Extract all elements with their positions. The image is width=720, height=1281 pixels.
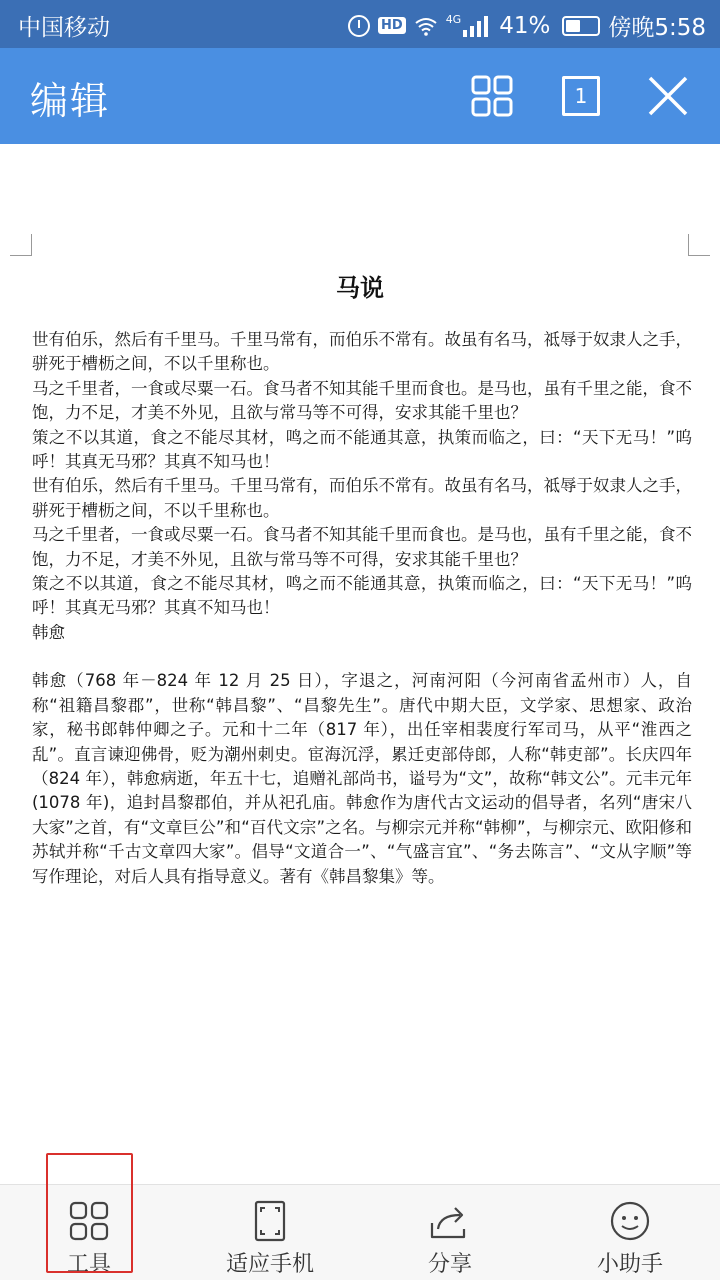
tab-share[interactable] — [410, 1185, 490, 1281]
page-number-icon — [562, 76, 600, 116]
paragraph: 世有伯乐，然后有千里马。千里马常有，而伯乐不常有。故虽有名马，祗辱于奴隶人之手，骈死于槽枥之间，不以千里称也。 — [32, 330, 692, 374]
tab-assistant[interactable] — [584, 1185, 676, 1281]
margin-corner-left — [10, 234, 32, 256]
author: 韩愈 — [32, 622, 65, 642]
share-icon — [428, 1199, 472, 1243]
battery-percent: 41% — [499, 12, 551, 39]
grid-view-button[interactable] — [466, 70, 518, 122]
wifi-icon — [414, 16, 438, 36]
tab-label: 工具 — [66, 1252, 111, 1277]
alarm-icon — [348, 15, 370, 37]
paragraph: 世有伯乐，然后有千里马。千里马常有，而伯乐不常有。故虽有名马，祗辱于奴隶人之手，骈死于槽枥之间，不以千里称也。 — [32, 476, 692, 520]
document-view[interactable] — [0, 144, 720, 1184]
paragraph: 马之千里者，一食或尽粟一石。食马者不知其能千里而食也。是马也，虽有千里之能，食不饱，力不足，才美不外见，且欲与常马等不可得，安求其能千里也？ — [32, 525, 692, 569]
assistant-icon — [608, 1199, 652, 1243]
tab-fit-screen[interactable] — [214, 1185, 326, 1281]
carrier-name: 中国移动 — [18, 15, 110, 41]
status-icons — [348, 9, 706, 42]
grid-icon — [466, 70, 518, 122]
page-number-button[interactable] — [556, 70, 608, 122]
document-body — [32, 328, 692, 889]
close-icon — [642, 70, 694, 122]
page-number: 1 — [574, 84, 588, 108]
app-bar — [0, 48, 720, 144]
network-type: 4G — [445, 13, 462, 26]
status-bar — [0, 0, 720, 48]
battery-icon — [562, 16, 600, 36]
tab-tools[interactable] — [46, 1185, 132, 1281]
fit-screen-icon — [248, 1199, 292, 1243]
tab-label: 小助手 — [596, 1252, 663, 1277]
tab-label: 分享 — [427, 1252, 472, 1277]
paragraph: 策之不以其道，食之不能尽其材，鸣之而不能通其意，执策而临之，曰：“天下无马！”呜呼！其真无马邪？其真不知马也！ — [32, 574, 692, 618]
clock: 傍晚5:58 — [608, 15, 706, 41]
author-bio: 韩愈（768 年－824 年 12 月 25 日），字退之，河南河阳（今河南省孟州市）人，自称“祖籍昌黎郡”，世称“韩昌黎”、“昌黎先生”。唐代中期大臣，文学家、思想家、政治家，秘书郎韩仲卿之子。元和十二年（817 年），出任宰相裴度行军司马，从平“淮西之乱”。直言谏迎佛骨，贬为潮州刺史。宦海沉浮，累迁吏部侍郎，人称“韩吏部”。长庆四年（824 年），韩愈病逝，年五十七，追赠礼部尚书，谥号为“文”，故称“韩文公”。元丰元年(1078 年)，追封昌黎郡伯，并从祀孔庙。韩愈作为唐代古文运动的倡导者，名列“唐宋八大家”之首，有“文章巨公”和“百代文宗”之名。与柳宗元并称“韩柳”，与柳宗元、欧阳修和苏轼并称“千古文章四大家”。倡导“文道合一”、“气盛言宜”、“务去陈言”、“文从字顺”等写作理论，对后人具有指导意义。著有《韩昌黎集》等。 — [32, 671, 692, 886]
tab-label: 适应手机 — [225, 1252, 314, 1277]
close-button[interactable] — [642, 70, 694, 122]
hd-icon: HD — [378, 17, 406, 34]
tools-icon — [67, 1199, 111, 1243]
bottom-toolbar — [0, 1184, 720, 1280]
margin-corner-right — [688, 234, 710, 256]
spacer — [32, 645, 692, 669]
signal-icon — [461, 15, 491, 37]
paragraph: 策之不以其道，食之不能尽其材，鸣之而不能通其意，执策而临之，曰：“天下无马！”呜呼！其真无马邪？其真不知马也！ — [32, 427, 692, 472]
paragraph: 马之千里者，一食或尽粟一石。食马者不知其能千里而食也。是马也，虽有千里之能，食不饱，力不足，才美不外见，且欲与常马等不可得，安求其能千里也？ — [32, 378, 692, 423]
page-title: 编辑 — [30, 79, 111, 123]
document-title: 马说 — [336, 274, 384, 302]
